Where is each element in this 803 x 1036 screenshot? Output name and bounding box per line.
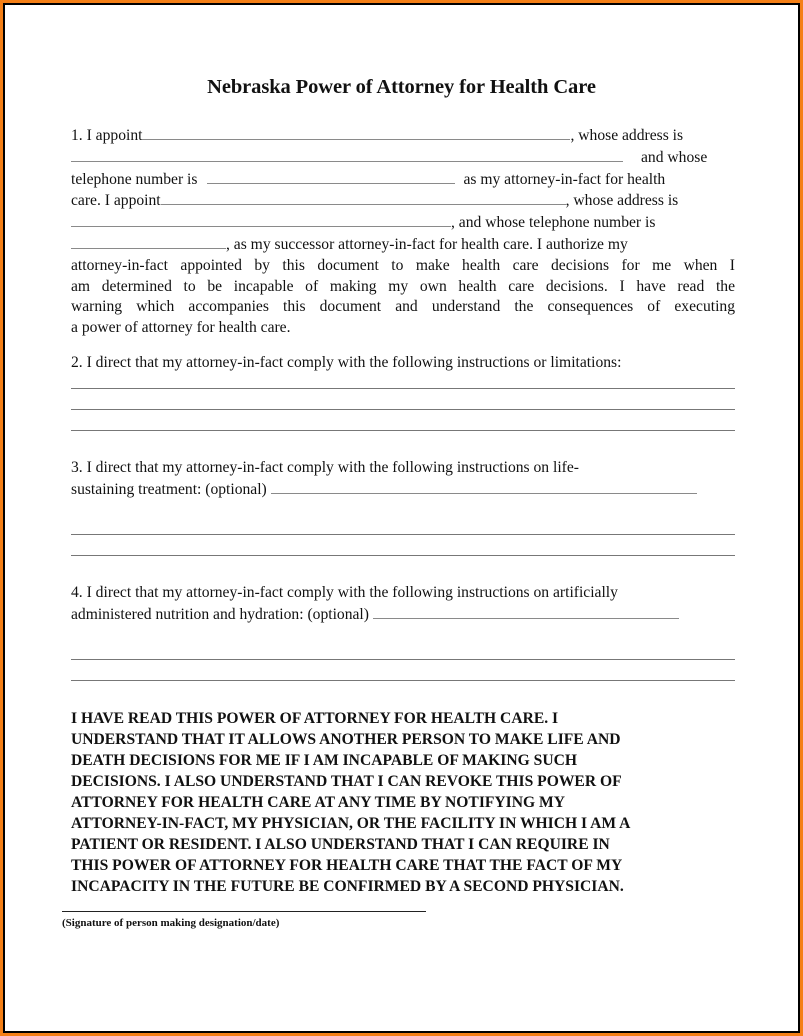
document-page — [5, 5, 798, 1031]
page-frame — [3, 3, 800, 1033]
section-1-line-3: telephone number is as my attorney-in-fact for health — [71, 170, 666, 188]
section-1-line-1: 1. I appoint , whose address is — [71, 127, 684, 144]
section-1-text-3: warning which accompanies this document and understand the consequences of executing — [71, 298, 735, 316]
nutrition-line-1[interactable] — [71, 659, 735, 660]
life-sustaining-line-1[interactable] — [71, 534, 735, 535]
section-3-line-1: 3. I direct that my attorney-in-fact comply with the following instructions on life- — [71, 459, 579, 476]
nutrition-hydration-field[interactable] — [373, 604, 679, 619]
agent-address-field[interactable] — [71, 147, 623, 162]
limitations-line-2[interactable] — [71, 409, 735, 410]
section-1-line-4: care. I appoint , whose address is — [71, 192, 679, 210]
agent-name-field[interactable] — [142, 125, 570, 140]
section-4-line-2: administered nutrition and hydration: (optional) — [71, 604, 735, 626]
section-4-line-1: 4. I direct that my attorney-in-fact comply with the following instructions on artificially — [71, 584, 618, 601]
nutrition-line-2[interactable] — [71, 680, 735, 681]
section-3-line-2: sustaining treatment: (optional) — [71, 479, 735, 501]
agent-phone-field[interactable] — [207, 169, 455, 184]
section-1-text-4: a power of attorney for health care. — [71, 319, 291, 337]
section-1-text-2: am determined to be incapable of making my own health care decisions. I have read the — [71, 277, 735, 295]
acknowledgement-warning: I HAVE READ THIS POWER OF ATTORNEY FOR HEALTH CARE. I UNDERSTAND THAT IT ALLOWS ANOTHER PERSON TO MAKE LIFE AND DEATH DECISIONS FOR ME IF I AM INCAPABLE OF MAKING SUCH DECISIONS. I ALSO UNDERSTAND THAT I CAN REVOKE THIS POWER OF ATTORNEY FOR HEALTH CARE AT ANY TIME BY NOTIFYING MY ATTORNEY-IN-FACT, MY PHYSICIAN, OR THE FACILITY IN WHICH I AM A PATIENT OR RESIDENT. I ALSO UNDERSTAND THAT I CAN REQUIRE IN THIS POWER OF ATTORNEY FOR HEALTH CARE THAT THE FACT OF MY INCAPACITY IN THE FUTURE BE CONFIRMED BY A SECOND PHYSICIAN. — [71, 710, 631, 895]
section-3 — [71, 458, 735, 501]
section-4 — [71, 583, 735, 626]
section-1-line-2: and whose — [71, 147, 735, 169]
section-1-line-5: , and whose telephone number is — [71, 212, 735, 234]
section-1-line-6: , as my successor attorney-in-fact for health care. I authorize my — [71, 234, 735, 256]
successor-phone-field[interactable] — [71, 234, 226, 249]
signature-line[interactable] — [62, 911, 426, 912]
section-1 — [71, 125, 735, 339]
successor-address-field[interactable] — [71, 212, 451, 227]
limitations-line-1[interactable] — [71, 388, 735, 389]
section-2 — [71, 353, 735, 374]
limitations-line-3[interactable] — [71, 430, 735, 431]
life-sustaining-line-2[interactable] — [71, 555, 735, 556]
successor-name-field[interactable] — [161, 190, 566, 205]
section-2-text: 2. I direct that my attorney-in-fact comply with the following instructions or limitations: — [71, 354, 622, 371]
section-1-text-1: attorney-in-fact appointed by this document to make health care decisions for me when I — [71, 256, 735, 274]
life-sustaining-field[interactable] — [271, 479, 697, 494]
document-title: Nebraska Power of Attorney for Health Care — [207, 76, 596, 98]
signature-label: (Signature of person making designation/date) — [62, 917, 280, 929]
